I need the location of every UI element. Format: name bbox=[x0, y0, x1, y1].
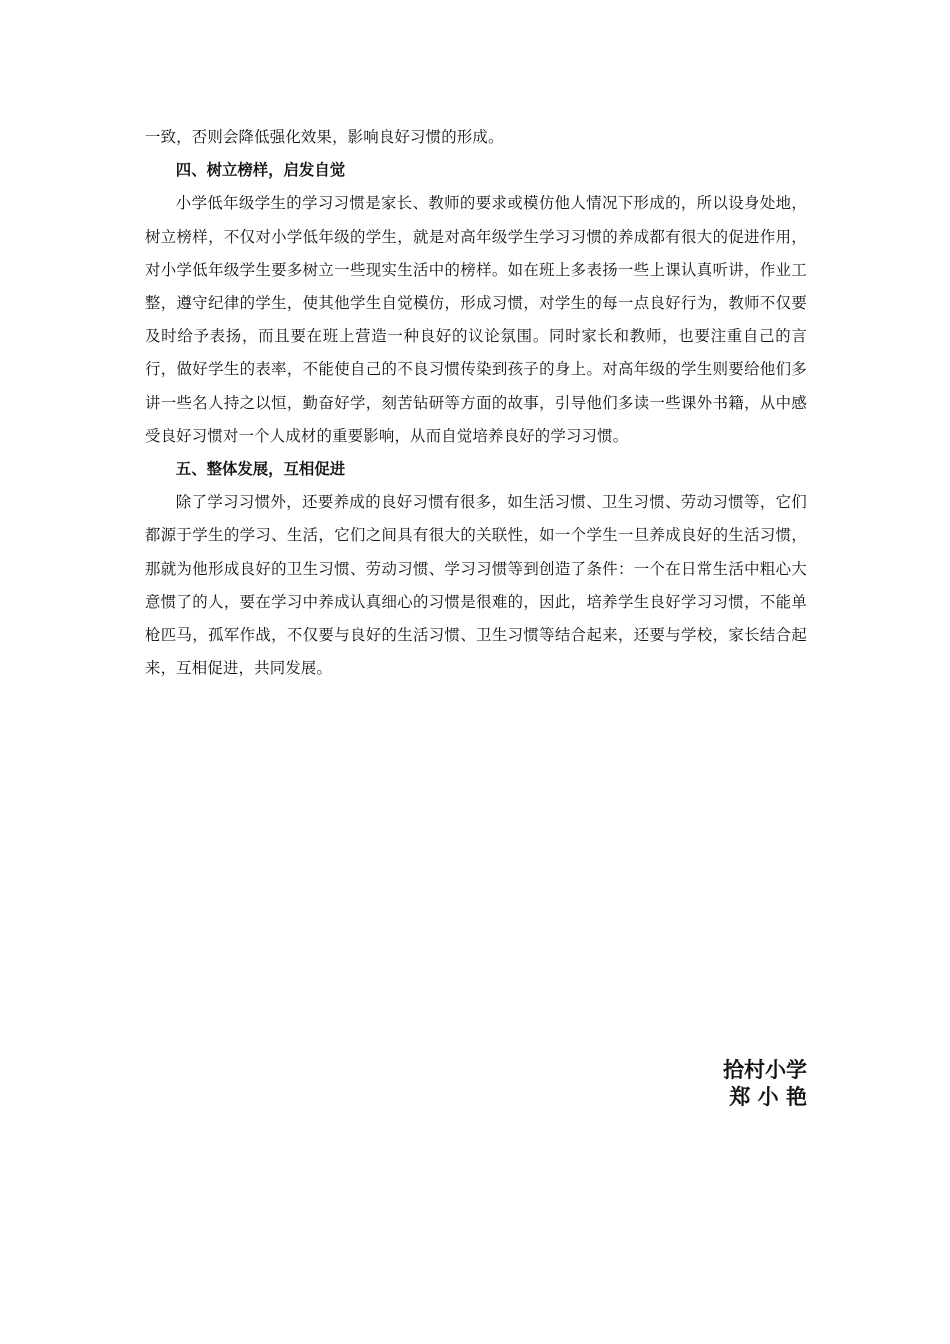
section-heading-4: 四、树立榜样，启发自觉 bbox=[175, 161, 346, 180]
continuation-paragraph: 一致，否则会降低强化效果，影响良好习惯的形成。 bbox=[145, 128, 504, 146]
section-heading-5: 五、整体发展，互相促进 bbox=[175, 460, 346, 479]
signature-author: 郑 小 艳 bbox=[729, 1085, 807, 1109]
document-body bbox=[145, 121, 807, 685]
section-paragraph-4: 小学低年级学生的学习习惯是家长、教师的要求或模仿他人情况下形成的，所以设身处地，树立榜样，不仅对小学低年级的学生，就是对高年级学生学习习惯的养成都有很大的促进作用，对小学低年级学生要多树立一些现实生活中的榜样。如在班上多表扬一些上课认真听讲，作业工整，遵守纪律的学生，使其他学生自觉模仿，形成习惯，对学生的每一点良好行为，教师不仅要及时给予表扬，而且要在班上营造一种良好的议论氛围。同时家长和教师，也要注重自己的言行，做好学生的表率，不能使自己的不良习惯传染到孩子的身上。对高年级的学生则要给他们多讲一些名人持之以恒，勤奋好学，刻苦钻研等方面的故事，引导他们多读一些课外书籍，从中感受良好习惯对一个人成材的重要影响，从而自觉培养良好的学习习惯。 bbox=[145, 194, 807, 445]
section-paragraph-5: 除了学习习惯外，还要养成的良好习惯有很多，如生活习惯、卫生习惯、劳动习惯等，它们都源于学生的学习、生活，它们之间具有很大的关联性，如一个学生一旦养成良好的生活习惯，那就为他形成良好的卫生习惯、劳动习惯、学习习惯等到创造了条件：一个在日常生活中粗心大意惯了的人，要在学习中养成认真细心的习惯是很难的，因此，培养学生良好学习习惯，不能单枪匹马，孤军作战，不仅要与良好的生活习惯、卫生习惯等结合起来，还要与学校，家长结合起来，互相促进，共同发展。 bbox=[145, 493, 807, 678]
signature-school: 拾村小学 bbox=[723, 1058, 807, 1082]
signature-block bbox=[723, 1057, 807, 1111]
